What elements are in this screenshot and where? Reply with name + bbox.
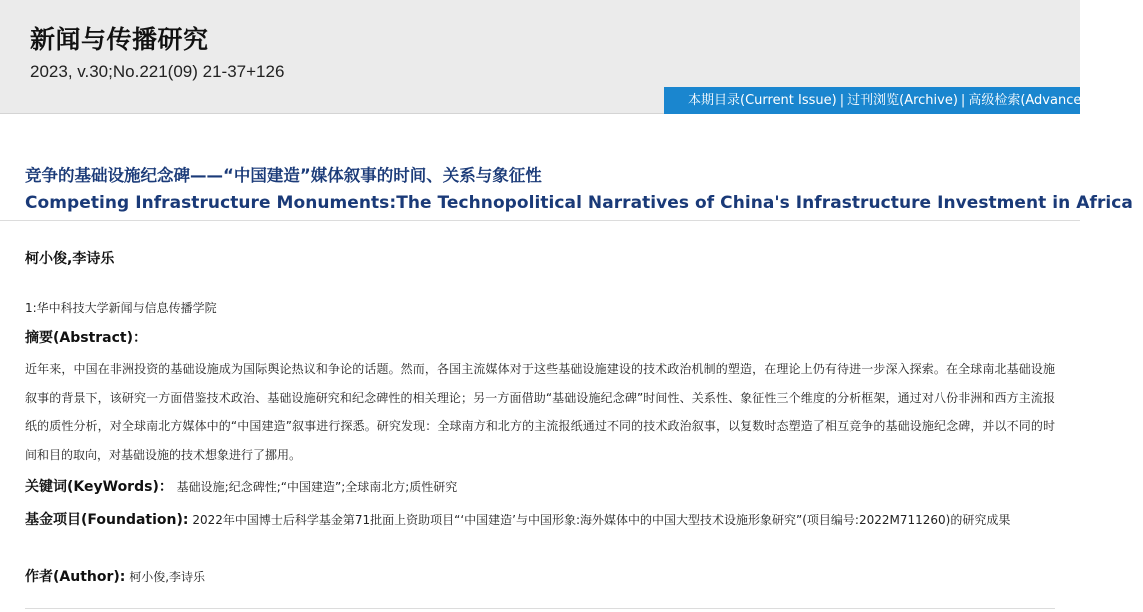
nav-separator: | (960, 93, 966, 108)
article-title-en: Competing Infrastructure Monuments:The Technopolitical Narratives of China's Infrastructure Investment in Africa (25, 193, 1133, 213)
nav-advanced-search-link[interactable]: 高级检索(Advanced Search) (968, 93, 1143, 108)
article-authors: 柯小俊,李诗乐 (25, 251, 115, 267)
funding-label: 基金项目(Foundation): (25, 512, 189, 528)
journal-name: 新闻与传播研究 (30, 25, 209, 54)
author-value: 柯小俊,李诗乐 (129, 570, 206, 584)
keywords-label: 关键词(KeyWords)： (25, 479, 173, 495)
abstract-label: 摘要(Abstract)： (25, 330, 148, 346)
author-label: 作者(Author): (25, 569, 126, 585)
top-nav-bar (664, 87, 1143, 114)
author-row (25, 566, 205, 586)
nav-current-issue-link[interactable]: 本期目录(Current Issue) (688, 93, 837, 108)
funding-row (25, 506, 1055, 535)
keywords-row (25, 476, 457, 496)
author-affiliation: 1:华中科技大学新闻与信息传播学院 (25, 301, 217, 315)
funding-value: 2022年中国博士后科学基金第71批面上资助项目“‘中国建造’与中国形象:海外媒体中的中国大型技术设施形象研究”(项目编号:2022M711260)的研究成果 (192, 513, 1011, 527)
divider (25, 608, 1055, 609)
issue-info: 2023, v.30;No.221(09) 21-37+126 (30, 62, 285, 81)
nav-separator: | (839, 93, 845, 108)
nav-archive-link[interactable]: 过刊浏览(Archive) (847, 93, 958, 108)
page-header (0, 0, 1143, 114)
keywords-value: 基础设施;纪念碑性;“中国建造”;全球南北方;质性研究 (176, 480, 458, 494)
abstract-text: 近年来，中国在非洲投资的基础设施成为国际舆论热议和争论的话题。然而，各国主流媒体对于这些基础设施建设的技术政治机制的塑造，在理论上仍有待进一步深入探索。在全球南北基础设施叙事的背景下，该研究一方面借鉴技术政治、基础设施研究和纪念碑性的相关理论；另一方面借助“基础设施纪念碑”时间性、关系性、象征性三个维度的分析框架，通过对八份非洲和西方主流报纸的质性分析，对全球南北方媒体中的“中国建造”叙事进行探悉。研究发现：全球南方和北方的主流报纸通过不同的技术政治叙事，以复数时态塑造了相互竞争的基础设施纪念碑，并以不同的时间和目的取向，对基础设施的技术想象进行了挪用。 (25, 362, 1055, 462)
article-title-zh: 竞争的基础设施纪念碑——“中国建造”媒体叙事的时间、关系与象征性 (25, 166, 542, 185)
divider (0, 220, 1080, 221)
